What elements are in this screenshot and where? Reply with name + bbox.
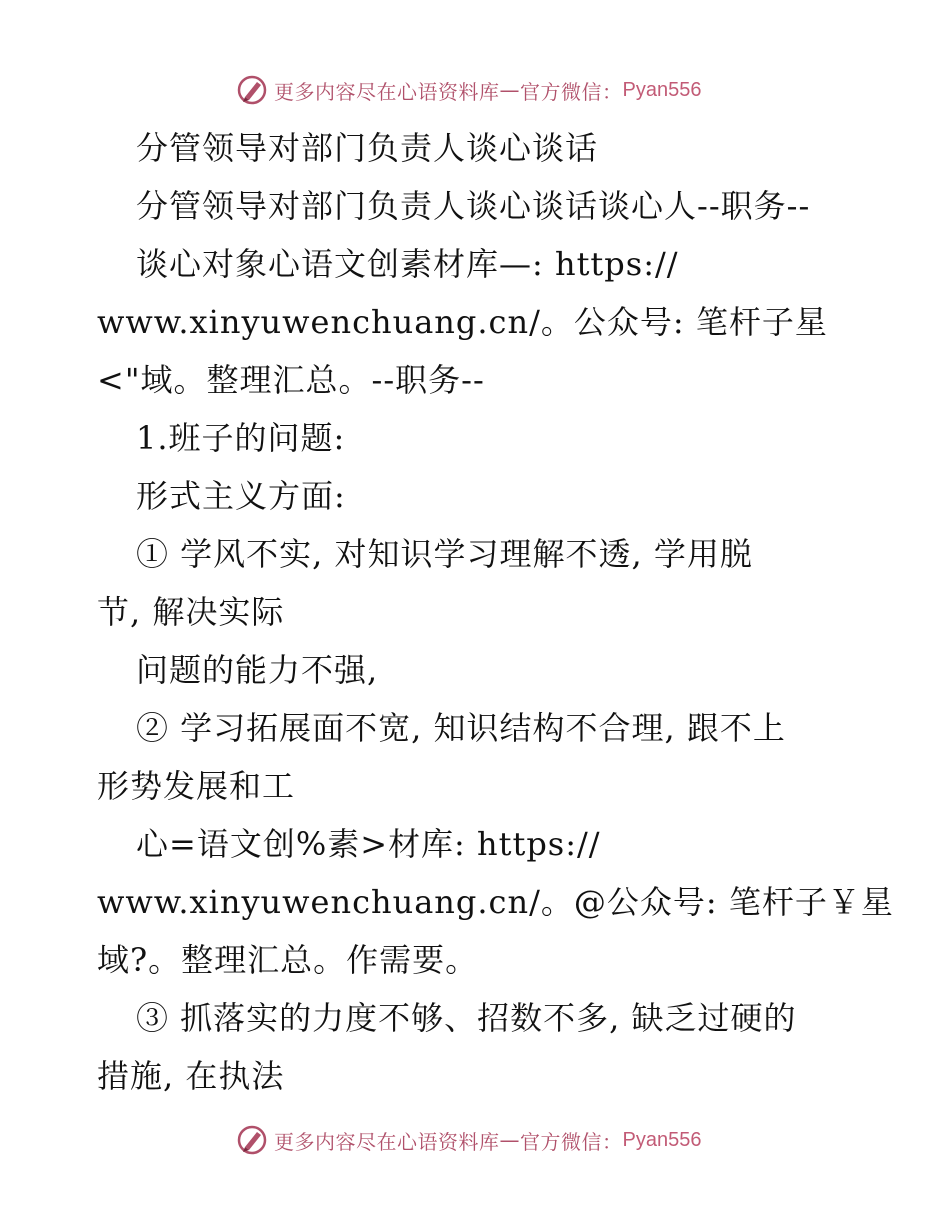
- subsection-heading: 形式主义方面:: [136, 477, 346, 515]
- text-line: 形势发展和工: [97, 767, 296, 805]
- list-item: ① 学风不实, 对知识学习理解不透, 学用脱: [136, 535, 753, 573]
- watermark-text: 更多内容尽在心语资料库: [274, 1129, 500, 1154]
- text-line: www.xinyuwenchuang.cn/。@公众号: 笔杆子￥星: [97, 883, 894, 921]
- watermark-separator: —: [499, 1128, 520, 1152]
- watermark-text: 更多内容尽在心语资料库: [274, 79, 500, 104]
- watermark-suffix: 官方微信：: [520, 1129, 623, 1154]
- text-line: 问题的能力不强,: [136, 651, 379, 689]
- text-line: 谈心对象心语文创素材库—: https://: [136, 245, 679, 283]
- header-watermark: [236, 72, 756, 108]
- section-heading: 1.班子的问题:: [136, 419, 346, 457]
- text-line: 措施, 在执法: [97, 1057, 285, 1095]
- text-line: 域?。整理汇总。作需要。: [97, 941, 479, 979]
- text-line: www.xinyuwenchuang.cn/。公众号: 笔杆子星: [97, 303, 828, 341]
- text-line: 心=语文创%素>材库: https://: [136, 825, 601, 863]
- watermark-handle: Pyan556: [622, 1128, 702, 1151]
- pen-circle-logo-icon: [236, 74, 268, 106]
- watermark-handle: Pyan556: [622, 78, 702, 101]
- text-line: 节, 解决实际: [97, 593, 285, 631]
- watermark-separator: —: [499, 78, 520, 102]
- text-line: <"域。整理汇总。--职务--: [97, 361, 485, 399]
- footer-watermark: [236, 1122, 756, 1158]
- list-item: ② 学习拓展面不宽, 知识结构不合理, 跟不上: [136, 709, 786, 747]
- watermark-suffix: 官方微信：: [520, 79, 623, 104]
- list-item: ③ 抓落实的力度不够、招数不多, 缺乏过硬的: [136, 999, 797, 1037]
- document-title: 分管领导对部门负责人谈心谈话: [136, 129, 599, 167]
- text-line: 分管领导对部门负责人谈心谈话谈心人--职务--: [136, 187, 811, 225]
- pen-circle-logo-icon: [236, 1124, 268, 1156]
